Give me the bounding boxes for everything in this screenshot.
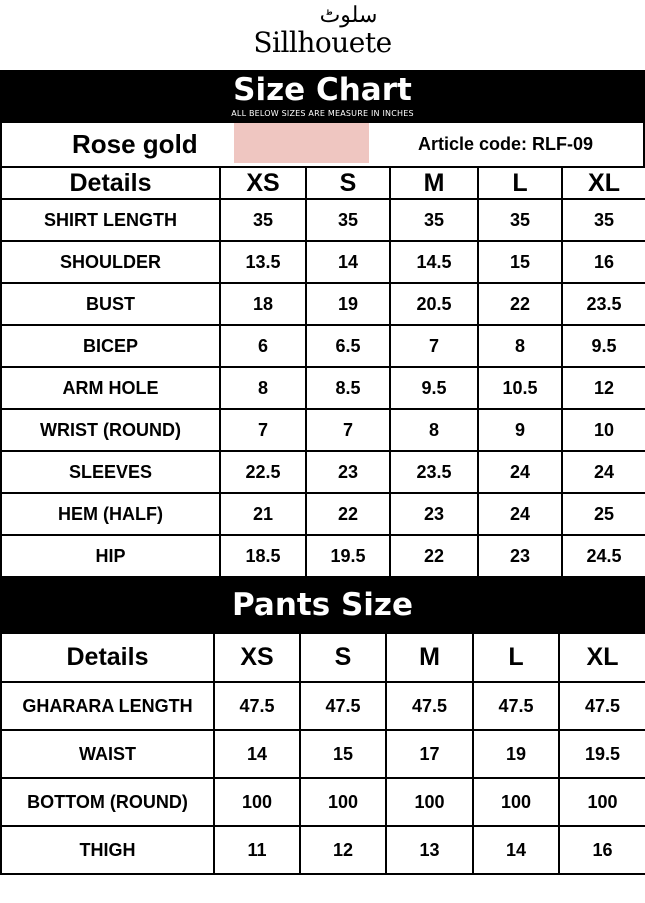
measurement-label: BICEP: [1, 325, 220, 367]
measurement-value: 6.5: [306, 325, 390, 367]
measurement-value: 13.5: [220, 241, 306, 283]
measurement-value: 19.5: [559, 730, 645, 778]
measurement-value: 15: [300, 730, 386, 778]
measurement-value: 12: [562, 367, 645, 409]
table-row: [1, 730, 645, 778]
measurement-value: 100: [386, 778, 473, 826]
measurement-value: 8: [478, 325, 562, 367]
pants-size-table: [0, 632, 645, 875]
header-size-s: S: [306, 167, 390, 199]
measurement-value: 47.5: [473, 682, 559, 730]
table-row: [1, 241, 645, 283]
measurement-value: 22: [478, 283, 562, 325]
measurement-value: 24: [478, 451, 562, 493]
header-details: Details: [1, 633, 214, 682]
measurement-value: 22: [306, 493, 390, 535]
table-row: [1, 451, 645, 493]
measurement-value: 24: [478, 493, 562, 535]
table-header-row: [1, 633, 645, 682]
size-chart-title: Size Chart: [233, 72, 412, 108]
measurement-value: 100: [300, 778, 386, 826]
measurement-label: THIGH: [1, 826, 214, 874]
measurement-label: ARM HOLE: [1, 367, 220, 409]
measurement-value: 24: [562, 451, 645, 493]
measurement-value: 6: [220, 325, 306, 367]
measurement-value: 7: [390, 325, 478, 367]
measurement-value: 22: [390, 535, 478, 577]
table-row: [1, 682, 645, 730]
table-header-row: [1, 167, 645, 199]
pants-size-title: Pants Size: [232, 587, 413, 623]
measurement-value: 17: [386, 730, 473, 778]
brand-urdu-name: سلوٹ: [319, 3, 378, 28]
measurement-label: SHIRT LENGTH: [1, 199, 220, 241]
size-chart-subtitle: ALL BELOW SIZES ARE MEASURE IN INCHES: [231, 109, 414, 118]
article-code: Article code: RLF-09: [418, 134, 594, 154]
measurement-label: HEM (HALF): [1, 493, 220, 535]
measurement-value: 35: [306, 199, 390, 241]
header-size-l: L: [478, 167, 562, 199]
shirt-size-table: [0, 166, 645, 578]
measurement-value: 9.5: [390, 367, 478, 409]
measurement-value: 24.5: [562, 535, 645, 577]
measurement-value: 12: [300, 826, 386, 874]
table-row: [1, 493, 645, 535]
header-size-s: S: [300, 633, 386, 682]
measurement-value: 100: [473, 778, 559, 826]
measurement-value: 16: [559, 826, 645, 874]
measurement-value: 21: [220, 493, 306, 535]
measurement-value: 23: [306, 451, 390, 493]
measurement-value: 14.5: [390, 241, 478, 283]
measurement-value: 9.5: [562, 325, 645, 367]
measurement-value: 20.5: [390, 283, 478, 325]
brand-name: Sillhouete: [253, 26, 392, 59]
measurement-label: GHARARA LENGTH: [1, 682, 214, 730]
table-row: [1, 778, 645, 826]
measurement-value: 8.5: [306, 367, 390, 409]
measurement-value: 100: [214, 778, 300, 826]
measurement-value: 25: [562, 493, 645, 535]
measurement-value: 14: [306, 241, 390, 283]
measurement-value: 47.5: [300, 682, 386, 730]
measurement-value: 22.5: [220, 451, 306, 493]
color-name: Rose gold: [72, 129, 198, 159]
measurement-value: 47.5: [386, 682, 473, 730]
color-swatch: [234, 123, 369, 163]
measurement-value: 19.5: [306, 535, 390, 577]
measurement-value: 8: [220, 367, 306, 409]
measurement-value: 19: [473, 730, 559, 778]
brand-logo: [0, 0, 645, 70]
measurement-value: 35: [562, 199, 645, 241]
measurement-value: 14: [214, 730, 300, 778]
measurement-label: SHOULDER: [1, 241, 220, 283]
table-row: [1, 283, 645, 325]
table-row: [1, 199, 645, 241]
header-size-xl: XL: [559, 633, 645, 682]
measurement-value: 47.5: [559, 682, 645, 730]
measurement-value: 7: [306, 409, 390, 451]
header-size-l: L: [473, 633, 559, 682]
measurement-value: 15: [478, 241, 562, 283]
pants-size-banner: [0, 578, 645, 632]
measurement-value: 14: [473, 826, 559, 874]
product-info-row: [0, 123, 645, 166]
measurement-value: 47.5: [214, 682, 300, 730]
measurement-label: WAIST: [1, 730, 214, 778]
measurement-value: 13: [386, 826, 473, 874]
table-row: [1, 325, 645, 367]
measurement-value: 10: [562, 409, 645, 451]
header-size-xl: XL: [562, 167, 645, 199]
measurement-value: 11: [214, 826, 300, 874]
header-size-m: M: [390, 167, 478, 199]
measurement-value: 35: [220, 199, 306, 241]
header-size-xs: XS: [220, 167, 306, 199]
measurement-value: 35: [478, 199, 562, 241]
measurement-value: 8: [390, 409, 478, 451]
measurement-value: 18.5: [220, 535, 306, 577]
measurement-value: 23: [478, 535, 562, 577]
measurement-value: 16: [562, 241, 645, 283]
measurement-value: 18: [220, 283, 306, 325]
table-row: [1, 826, 645, 874]
measurement-value: 23: [390, 493, 478, 535]
header-size-m: M: [386, 633, 473, 682]
measurement-label: BOTTOM (ROUND): [1, 778, 214, 826]
table-row: [1, 535, 645, 577]
measurement-label: HIP: [1, 535, 220, 577]
measurement-label: SLEEVES: [1, 451, 220, 493]
measurement-value: 7: [220, 409, 306, 451]
measurement-value: 35: [390, 199, 478, 241]
measurement-value: 10.5: [478, 367, 562, 409]
header-size-xs: XS: [214, 633, 300, 682]
measurement-value: 19: [306, 283, 390, 325]
measurement-value: 100: [559, 778, 645, 826]
measurement-label: WRIST (ROUND): [1, 409, 220, 451]
measurement-value: 9: [478, 409, 562, 451]
measurement-label: BUST: [1, 283, 220, 325]
measurement-value: 23.5: [390, 451, 478, 493]
size-chart-banner: [0, 70, 645, 123]
header-details: Details: [1, 167, 220, 199]
table-row: [1, 409, 645, 451]
measurement-value: 23.5: [562, 283, 645, 325]
table-row: [1, 367, 645, 409]
